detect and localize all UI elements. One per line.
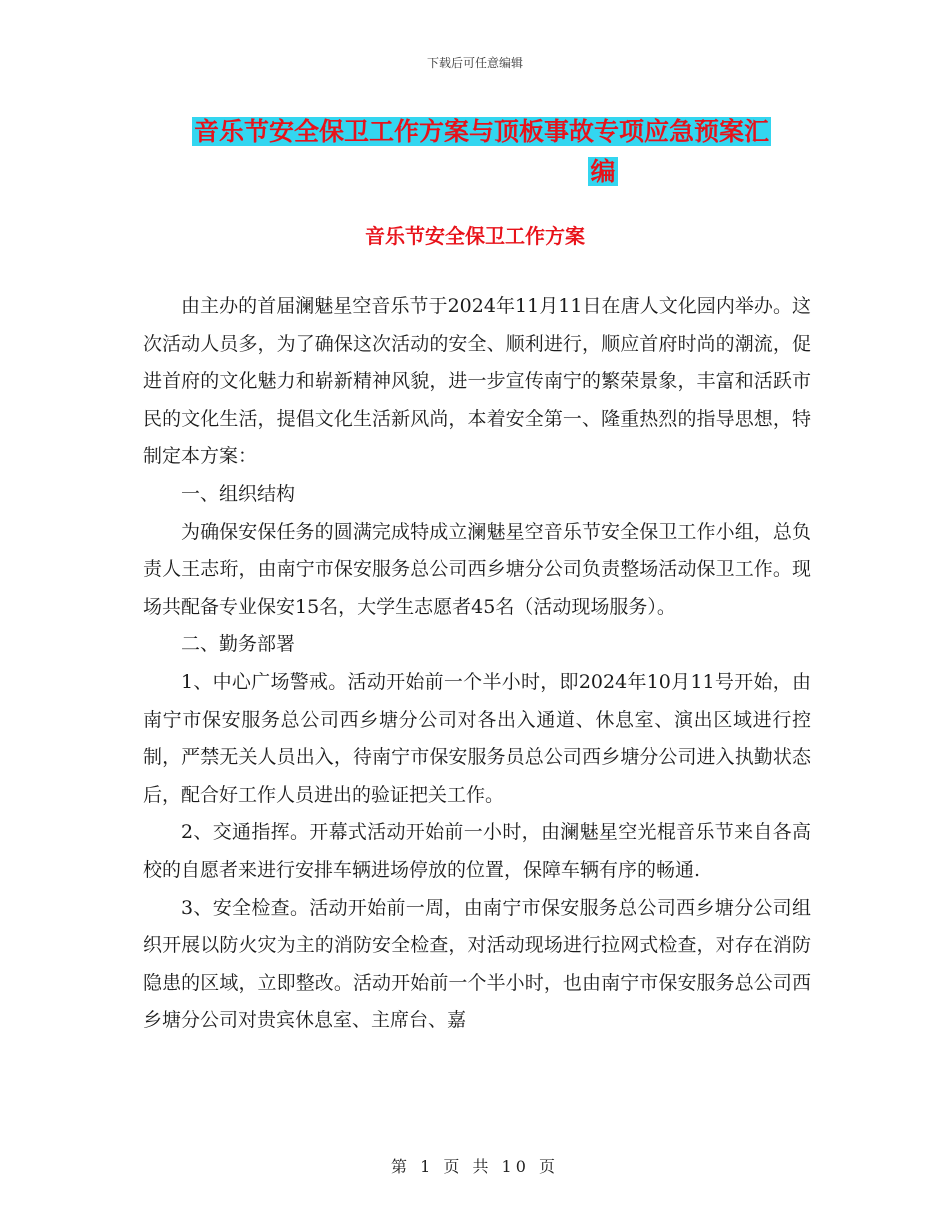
- paragraph-plaza-guard: 1、中心广场警戒。活动开始前一个半小时，即2024年10月11号开始，由南宁市保安服务总公司西乡塘分公司对各出入通道、休息室、演出区域进行控制，严禁无关人员出入，待南宁市保安服务员总公司西乡塘分公司进入执勤状态后，配合好工作人员进出的验证把关工作。: [143, 670, 811, 806]
- document-title-line2: 编: [590, 157, 616, 186]
- paragraph-organization: 为确保安保任务的圆满完成特成立澜魅星空音乐节安全保卫工作小组，总负责人王志珩，由南宁市保安服务总公司西乡塘分公司负责整场活动保卫工作。现场共配备专业保安15名，大学生志愿者45名（活动现场服务）。: [143, 520, 811, 618]
- paragraph-safety-check: 3、安全检查。活动开始前一周，由南宁市保安服务总公司西乡塘分公司组织开展以防火灾为主的消防安全检查，对活动现场进行拉网式检查，对存在消防隐患的区域，立即整改。活动开始前一个半小时，也由南宁市保安服务总公司西乡塘分公司对贵宾休息室、主席台、嘉: [143, 896, 811, 1032]
- document-title: [192, 112, 812, 192]
- heading-deployment: 二、勤务部署: [181, 633, 296, 656]
- document-title-line1: 音乐节安全保卫工作方案与顶板事故专项应急预案汇: [194, 117, 770, 146]
- page-header-note: 下载后可任意编辑: [426, 56, 523, 70]
- paragraph-traffic: 2、交通指挥。开幕式活动开始前一小时，由澜魅星空光棍音乐节来自各高校的自愿者来进行安排车辆进场停放的位置，保障车辆有序的畅通.: [143, 821, 811, 881]
- page-footer: 第 1 页 共 10 页: [391, 1157, 559, 1176]
- section-title: 音乐节安全保卫工作方案: [365, 224, 585, 248]
- heading-organization: 一、组织结构: [181, 482, 296, 505]
- document-body: [143, 288, 811, 1040]
- paragraph-intro: 由主办的首届澜魅星空音乐节于2024年11月11日在唐人文化园内举办。这次活动人员多，为了确保这次活动的安全、顺利进行，顺应首府时尚的潮流，促进首府的文化魅力和崭新精神风貌，进一步宣传南宁的繁荣景象，丰富和活跃市民的文化生活，提倡文化生活新风尚，本着安全第一、隆重热烈的指导思想，特制定本方案：: [143, 295, 811, 468]
